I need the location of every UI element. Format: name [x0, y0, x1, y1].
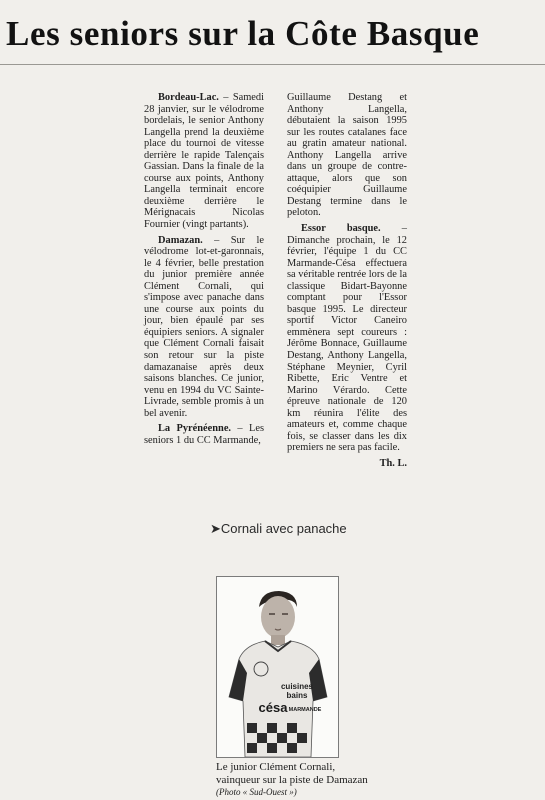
headline: Les seniors sur la Côte Basque	[6, 14, 480, 53]
jersey-text-bains: bains	[286, 691, 308, 700]
text-essor-basque: – Dimanche prochain, le 12 février, l'équipe 1 du CC Marmande-Césa effectuera sa véritable rentrée lors de la classique Bidart-Bayonne comptant pour l'Essor basque 1995. Le directeur sportif Victor Caneiro emmènera sept coureurs : Jérôme Bonnace, Guillaume Destang, Anthony Langella, Stéphane Meynier, Cyril Ribette, Eric Ventre et Marino Vérardo. Cette épreuve nationale de 120 km réunira l'élite des amateurs et, comme chaque fois, se classer dans les dix premiers ne sera pas facile.	[287, 223, 407, 454]
rider-portrait-illustration	[217, 577, 338, 757]
text-bordeau-lac: – Samedi 28 janvier, sur le vélodrome bordelais, le senior Anthony Langella prend la deuxième place du tournoi de vitesse derrière le rapide Talençais Gassian. Dans la finale de la course aux points, Anthony Langella terminait encore deuxième derrière le Mérignacais Nicolas Fournier (vingt partants).	[144, 92, 264, 231]
lead-essor-basque: Essor basque.	[301, 223, 381, 235]
jersey-text-marmande: MARMANDE	[288, 707, 322, 713]
jersey-text-cuisines: cuisines	[280, 682, 314, 691]
text-damazan: – Sur le vélodrome lot-et-garonnais, le 4 février, belle prestation du junior première année Clément Cornali, qui s'impose avec panache dans une course aux points du jour, bien épaulé par ses équipiers seniors. A signaler que Clément Cornali faisait son retour sur la piste damazanaise après deux saisons blanches. Ce junior, venu en 1994 du VC Sainte-Livrade, semble promis à un bel avenir.	[144, 234, 264, 419]
paragraph-bordeau-lac	[144, 92, 264, 231]
article-column-2	[287, 92, 407, 470]
paragraph-essor-basque	[287, 223, 407, 454]
author-signature: Th. L.	[379, 457, 407, 469]
paragraph-pyreneenne	[144, 423, 264, 446]
lead-pyreneenne: La Pyrénéenne.	[158, 423, 232, 435]
photo-caption	[216, 761, 376, 799]
rider-photo	[216, 576, 339, 758]
text-pyreneenne: – Les seniors 1 du CC Marmande,	[144, 423, 264, 446]
headline-rule	[0, 64, 545, 65]
lead-bordeau-lac: Bordeau-Lac.	[158, 92, 219, 103]
caption-text: Le junior Clément Cornali, vainqueur sur la piste de Damazan	[216, 761, 368, 786]
jersey-text-cesa: césa	[258, 700, 288, 715]
photo-subheadline: ➤Cornali avec panache	[210, 521, 347, 536]
article-column-1	[144, 92, 264, 446]
paragraph-continuation: Guillaume Destang et Anthony Langella, débutaient la saison 1995 sur les routes catalanes face au gratin amateur national. Anthony Langella arrive dans un groupe de contre-attaque, alors que son coéquipier Guillaume Destang termine dans le peloton.	[287, 92, 407, 219]
photo-credit: (Photo « Sud-Ouest »)	[216, 787, 297, 797]
paragraph-damazan	[144, 235, 264, 420]
lead-damazan: Damazan.	[158, 234, 203, 246]
